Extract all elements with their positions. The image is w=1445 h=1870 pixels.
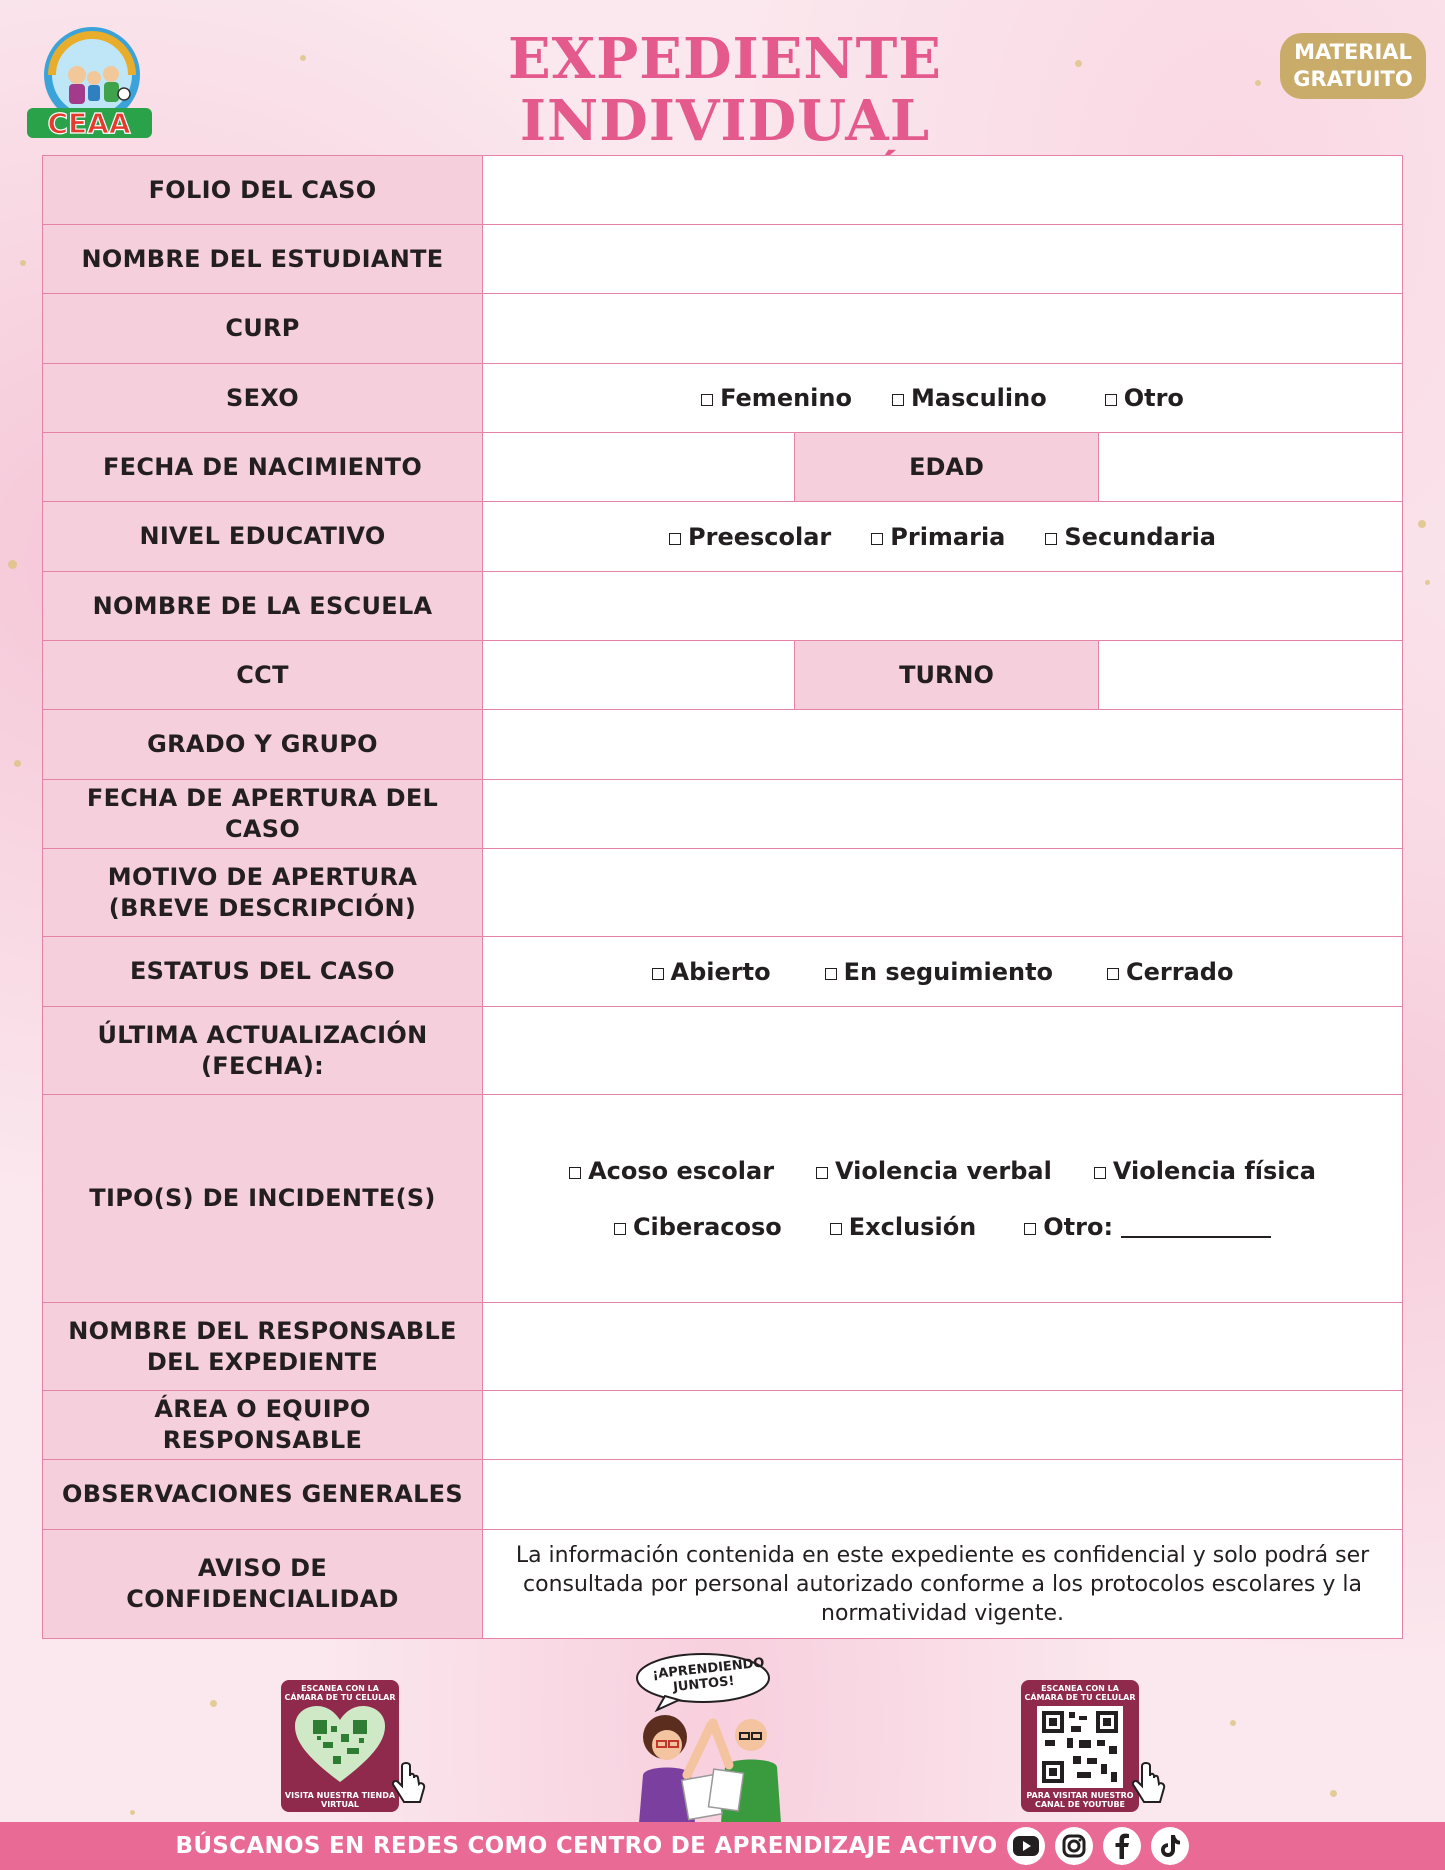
incidentes-label: TIPO(S) DE INCIDENTE(S): [43, 1095, 483, 1302]
row-grado: [43, 710, 1402, 780]
row-nombre: [43, 225, 1402, 294]
row-observaciones: [43, 1460, 1402, 1530]
incidente-option-otro[interactable]: Otro:: [1024, 1213, 1271, 1241]
checkbox[interactable]: [892, 394, 904, 406]
row-motivo: [43, 849, 1402, 937]
row-aviso: [43, 1530, 1402, 1638]
sexo-options: [483, 364, 1402, 432]
motivo-label: MOTIVO DE APERTURA (BREVE DESCRIPCIÓN): [43, 849, 483, 936]
incidente-option-exclusion[interactable]: Exclusión: [830, 1213, 977, 1241]
instagram-icon[interactable]: [1055, 1827, 1093, 1865]
otro-blank-line[interactable]: [1121, 1216, 1271, 1238]
row-folio: [43, 156, 1402, 225]
sexo-option-masculino[interactable]: Masculino: [892, 384, 1047, 412]
sexo-option-femenino[interactable]: Femenino: [701, 384, 852, 412]
aviso-label: AVISO DE CONFIDENCIALIDAD: [43, 1530, 483, 1638]
grado-field[interactable]: [483, 710, 1402, 779]
curp-field[interactable]: [483, 294, 1402, 363]
checkbox[interactable]: [825, 968, 837, 980]
hand-pointer-icon: [1128, 1762, 1168, 1808]
row-area: [43, 1391, 1402, 1460]
nivel-option-preescolar[interactable]: Preescolar: [669, 523, 831, 551]
ceaa-logo: [22, 20, 157, 142]
checkbox[interactable]: [1024, 1223, 1036, 1235]
grado-label: GRADO Y GRUPO: [43, 710, 483, 779]
free-material-badge: MATERIAL GRATUITO: [1280, 33, 1426, 99]
estatus-option-seguimiento[interactable]: En seguimiento: [825, 958, 1053, 986]
sexo-label: SEXO: [43, 364, 483, 432]
turno-label: TURNO: [795, 641, 1099, 709]
row-nacimiento: [43, 433, 1402, 502]
youtube-icon[interactable]: [1007, 1827, 1045, 1865]
incidente-option-verbal[interactable]: Violencia verbal: [816, 1157, 1052, 1185]
nivel-options: [483, 502, 1402, 571]
checkbox[interactable]: [871, 533, 883, 545]
youtube-qr-card[interactable]: ESCANEA CON LA CÁMARA DE TU CELULAR PARA VISITAR NUESTRO CANAL DE YOUTUBE: [1021, 1680, 1139, 1812]
nivel-option-primaria[interactable]: Primaria: [871, 523, 1005, 551]
estatus-option-abierto[interactable]: Abierto: [652, 958, 771, 986]
ceaa-logo-icon: [22, 20, 157, 142]
nacimiento-field[interactable]: [483, 433, 795, 501]
nivel-label: NIVEL EDUCATIVO: [43, 502, 483, 571]
motivo-field[interactable]: [483, 849, 1402, 936]
sexo-option-otro[interactable]: Otro: [1105, 384, 1184, 412]
turno-field[interactable]: [1099, 641, 1402, 709]
incidente-option-fisica[interactable]: Violencia física: [1094, 1157, 1316, 1185]
hand-pointer-icon: [388, 1762, 428, 1808]
svg-text:CEAA: CEAA: [47, 107, 131, 140]
checkbox[interactable]: [701, 394, 713, 406]
area-field[interactable]: [483, 1391, 1402, 1459]
edad-label: EDAD: [795, 433, 1099, 501]
social-icons: [1007, 1827, 1189, 1865]
cct-field[interactable]: [483, 641, 795, 709]
checkbox[interactable]: [830, 1223, 842, 1235]
checkbox[interactable]: [816, 1167, 828, 1179]
nombre-field[interactable]: [483, 225, 1402, 293]
row-curp: [43, 294, 1402, 364]
row-escuela: [43, 572, 1402, 641]
actualizacion-field[interactable]: [483, 1007, 1402, 1094]
observaciones-field[interactable]: [483, 1460, 1402, 1529]
checkbox[interactable]: [1105, 394, 1117, 406]
responsable-label: NOMBRE DEL RESPONSABLE DEL EXPEDIENTE: [43, 1303, 483, 1390]
social-footer-bar: [0, 1822, 1445, 1870]
curp-label: CURP: [43, 294, 483, 363]
row-incidentes: [43, 1095, 1402, 1303]
checkbox[interactable]: [1107, 968, 1119, 980]
estatus-label: ESTATUS DEL CASO: [43, 937, 483, 1006]
row-sexo: [43, 364, 1402, 433]
area-label: ÁREA O EQUIPO RESPONSABLE: [43, 1391, 483, 1459]
facebook-icon[interactable]: [1103, 1827, 1141, 1865]
apertura-field[interactable]: [483, 780, 1402, 848]
escuela-field[interactable]: [483, 572, 1402, 640]
actualizacion-label: ÚLTIMA ACTUALIZACIÓN (FECHA):: [43, 1007, 483, 1094]
checkbox[interactable]: [1045, 533, 1057, 545]
heart-qr-icon: [295, 1706, 385, 1784]
observaciones-label: OBSERVACIONES GENERALES: [43, 1460, 483, 1529]
cct-label: CCT: [43, 641, 483, 709]
row-actualizacion: [43, 1007, 1402, 1095]
row-responsable: [43, 1303, 1402, 1391]
folio-label: FOLIO DEL CASO: [43, 156, 483, 224]
incidente-option-ciberacoso[interactable]: Ciberacoso: [614, 1213, 782, 1241]
qr-code-icon: [1037, 1706, 1123, 1788]
checkbox[interactable]: [669, 533, 681, 545]
nivel-option-secundaria[interactable]: Secundaria: [1045, 523, 1216, 551]
checkbox[interactable]: [652, 968, 664, 980]
row-cct: [43, 641, 1402, 710]
responsable-field[interactable]: [483, 1303, 1402, 1390]
estatus-option-cerrado[interactable]: Cerrado: [1107, 958, 1233, 986]
apertura-label: FECHA DE APERTURA DEL CASO: [43, 780, 483, 848]
escuela-label: NOMBRE DE LA ESCUELA: [43, 572, 483, 640]
estatus-options: [483, 937, 1402, 1006]
speech-bubble: ¡APRENDIENDO JUNTOS!: [635, 1652, 771, 1706]
checkbox[interactable]: [569, 1167, 581, 1179]
nacimiento-label: FECHA DE NACIMIENTO: [43, 433, 483, 501]
incidente-option-acoso[interactable]: Acoso escolar: [569, 1157, 774, 1185]
case-form-table: [42, 155, 1403, 1639]
checkbox[interactable]: [614, 1223, 626, 1235]
row-apertura: [43, 780, 1402, 849]
teachers-illustration: [625, 1705, 795, 1823]
incidentes-options: [483, 1095, 1402, 1302]
edad-field[interactable]: [1099, 433, 1402, 501]
checkbox[interactable]: [1094, 1167, 1106, 1179]
tiktok-icon[interactable]: [1151, 1827, 1189, 1865]
folio-field[interactable]: [483, 156, 1402, 224]
title-line-1: EXPEDIENTE INDIVIDUAL: [508, 26, 942, 154]
row-estatus: [43, 937, 1402, 1007]
social-footer-text: BÚSCANOS EN REDES COMO CENTRO DE APRENDIZAJE ACTIVO: [175, 1833, 998, 1859]
confidentiality-notice: La información contenida en este expediente es confidencial y solo podrá ser consultada por personal autorizado conforme a los protocolos escolares y la normatividad vigente.: [515, 1542, 1370, 1626]
row-nivel: [43, 502, 1402, 572]
store-qr-card[interactable]: ESCANEA CON LA CÁMARA DE TU CELULAR VISITA NUESTRA TIENDA VIRTUAL: [281, 1680, 399, 1812]
nombre-label: NOMBRE DEL ESTUDIANTE: [43, 225, 483, 293]
